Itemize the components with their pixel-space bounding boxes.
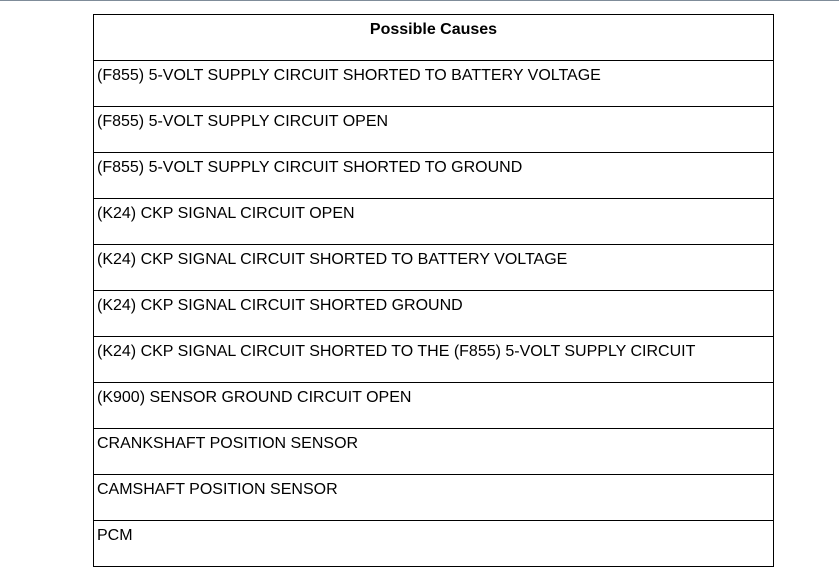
table-row	[94, 107, 774, 153]
cause-cell: (F855) 5-VOLT SUPPLY CIRCUIT SHORTED TO GROUND	[94, 153, 774, 199]
table-row	[94, 337, 774, 383]
cause-cell: (F855) 5-VOLT SUPPLY CIRCUIT SHORTED TO BATTERY VOLTAGE	[94, 61, 774, 107]
cause-cell: CRANKSHAFT POSITION SENSOR	[94, 429, 774, 475]
cause-cell: (K900) SENSOR GROUND CIRCUIT OPEN	[94, 383, 774, 429]
table-row	[94, 153, 774, 199]
table-header-row	[94, 15, 774, 61]
cause-cell: (F855) 5-VOLT SUPPLY CIRCUIT OPEN	[94, 107, 774, 153]
cause-cell: CAMSHAFT POSITION SENSOR	[94, 475, 774, 521]
table-row	[94, 383, 774, 429]
table-row	[94, 199, 774, 245]
table-row	[94, 429, 774, 475]
table-header: Possible Causes	[94, 15, 774, 61]
table-row	[94, 291, 774, 337]
possible-causes-table	[93, 14, 774, 567]
cause-cell: PCM	[94, 521, 774, 567]
top-divider	[0, 0, 839, 1]
table-row	[94, 521, 774, 567]
cause-cell: (K24) CKP SIGNAL CIRCUIT SHORTED GROUND	[94, 291, 774, 337]
cause-cell: (K24) CKP SIGNAL CIRCUIT SHORTED TO THE (F855) 5-VOLT SUPPLY CIRCUIT	[94, 337, 774, 383]
cause-cell: (K24) CKP SIGNAL CIRCUIT SHORTED TO BATTERY VOLTAGE	[94, 245, 774, 291]
table-row	[94, 245, 774, 291]
table-row	[94, 475, 774, 521]
cause-cell: (K24) CKP SIGNAL CIRCUIT OPEN	[94, 199, 774, 245]
table-row	[94, 61, 774, 107]
